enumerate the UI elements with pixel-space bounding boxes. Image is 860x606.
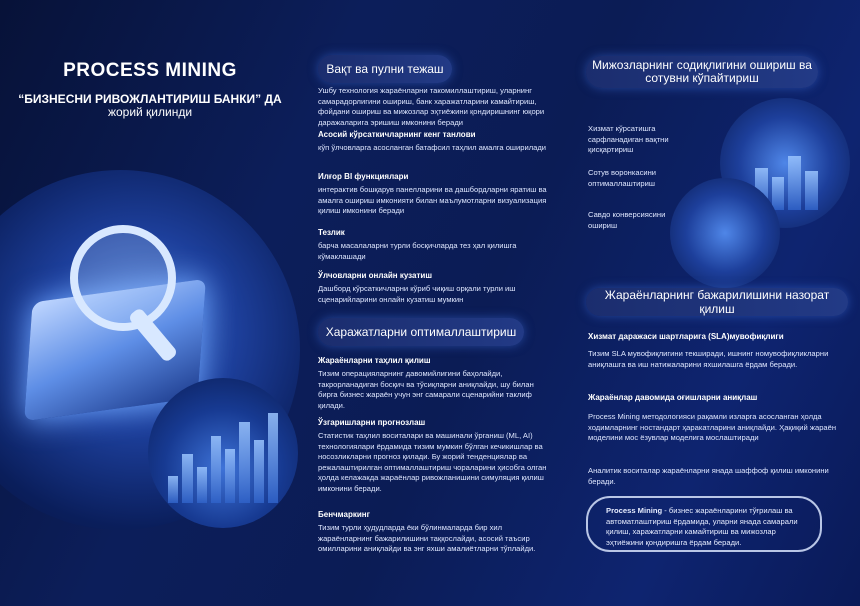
item-text: Статистик таҳлил воситалари ва машинали ўрганиш (ML, AI) технологиялари ёрдамида тизим мумкин бўлган кечикишлар ва носозликларни прогноз қилади. Бу жорий тенденциялар ва режалаштирилган оптималлаштириш чораларини ҳисобга олган ҳолда келажакда жараёнлар ривожланишини симуляция қилиш имконини беради. bbox=[318, 431, 547, 493]
summary-text bbox=[606, 506, 811, 548]
item-heading: Асосий кўрсаткичларнинг кенг танлови bbox=[318, 130, 476, 139]
feature-text: Сотув воронкасини оптималлаштириш bbox=[588, 168, 657, 188]
item-text: Тизим турли ҳудудларда ёки бўлинмаларда бир хил жараёнларнинг бажарилишини таққослайди, асосий таъсир омилларини аниқлайди ва энг яхши амалиётларни тўплайди. bbox=[318, 523, 536, 553]
feature-text: Хизмат кўрсатишга сарфланадиган вақтни қисқартириш bbox=[588, 124, 669, 154]
item-heading: Ўлчовларни онлайн кузатиш bbox=[318, 271, 432, 280]
left-column bbox=[0, 0, 300, 606]
image-circle-funnel bbox=[670, 178, 780, 288]
section-pill-customer-loyalty: Мижозларнинг содиқлигини ошириш ва сотувни кўпайтириш bbox=[586, 56, 818, 88]
item-heading: Тезлик bbox=[318, 228, 345, 237]
subtitle-bold: “БИЗНЕСНИ РИВОЖЛАНТИРИШ БАНКИ” ДА bbox=[18, 92, 282, 106]
item-text: кўп ўлчовларга асосланган батафсил таҳлил амалга оширилади bbox=[318, 143, 547, 152]
section-pill-cost-optimization: Харажатларни оптималлаштириш bbox=[318, 318, 524, 346]
item-text: интерактив бошқарув панелларини ва дашбордларни яратиш ва амалга ошириш имконияти билан маълумотларни визуализация қилиш имконини беради bbox=[318, 185, 547, 215]
feature-text: Савдо конверсиясини ошириш bbox=[588, 210, 666, 230]
summary-body: - бизнес жараёнларини тўғрилаш ва автоматлаштириш ёрдамида, уларни янада самарали қилиш, харажатларни камайтириш ва мижозлар эҳтиёжини қондиришга ёрдам беради. bbox=[606, 506, 798, 547]
item-heading: Хизмат даражаси шартларига (SLA)мувофиқлиги bbox=[588, 332, 784, 341]
item-text: Дашборд кўрсаткичларни кўриб чиқиш орқали турли иш сценарийларини онлайн кузатиш мумкин bbox=[318, 284, 516, 304]
magnifier-icon bbox=[70, 225, 176, 331]
summary-bold: Process Mining bbox=[606, 506, 663, 515]
item-heading: Жараёнларни таҳлил қилиш bbox=[318, 356, 431, 365]
item-heading: Ўзгаришларни прогнозлаш bbox=[318, 418, 426, 427]
section-pill-process-control: Жараёнларнинг бажарилишини назорат қилиш bbox=[586, 288, 848, 316]
item-text: Тизим операцияларнинг давомийлигини баҳолайди, такрорланадиган босқич ва тўсиқларни аниқлайди, шу билан бирга бизнес жараён учун энг самарали сценарийни таклиф қилади. bbox=[318, 369, 534, 410]
page-title: PROCESS MINING bbox=[63, 60, 237, 81]
section-pill-time-money: Вақт ва пулни тежаш bbox=[318, 55, 452, 83]
hero-image-bar-graph bbox=[148, 378, 298, 528]
item-text: Process Mining методологияси рақамли изларга асосланган ҳолда ходимларнинг ностандарт ҳаракатларини аниқлайди. Ҳақиқий жараён моделини мос ёзувлар моделига мослаштиради bbox=[588, 412, 837, 442]
item-text: Тизим SLA мувофиқлигини текширади, ишнинг номувофиқликларни аниқлашга ва иш натижаларини яхшилашга ёрдам беради. bbox=[588, 349, 829, 369]
process-mining-summary-box bbox=[586, 496, 822, 552]
item-text: барча масалаларни турли босқичларда тез ҳал қилишга кўмаклашади bbox=[318, 241, 517, 261]
subtitle: жорий қилинди bbox=[107, 105, 193, 119]
item-heading: Жараёнлар давомида оғишларни аниқлаш bbox=[588, 393, 758, 402]
bar-graph-illustration bbox=[168, 413, 278, 503]
item-heading: Бенчмаркинг bbox=[318, 510, 370, 519]
item-text: Аналитик воситалар жараёнларни янада шаффоф қилиш имконини беради. bbox=[588, 466, 829, 486]
intro-text: Ушбу технология жараёнларни такомиллаштириш, уларнинг самарадорлигини ошириш, банк харажатларини камайтириш, фойдани ошириш ва мижозлар эҳтиёжини қондиришнинг юқори даражаларига эришиш имконини беради bbox=[318, 86, 545, 127]
item-heading: Илғор BI функциялари bbox=[318, 172, 409, 181]
